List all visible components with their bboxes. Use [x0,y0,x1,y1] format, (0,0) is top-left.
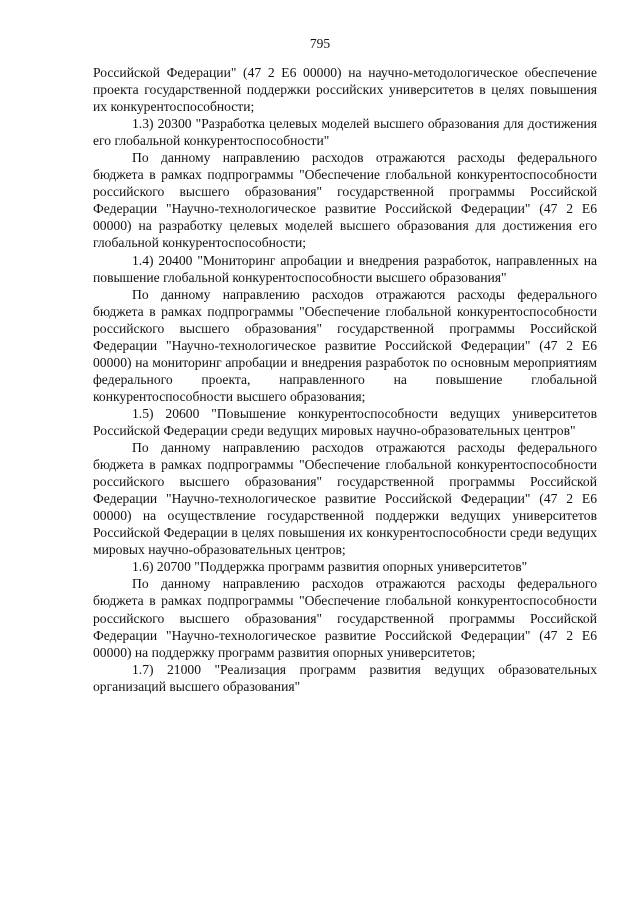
section-heading: 1.5) 20600 "Повышение конкурентоспособности ведущих университетов Российской Федерации среди ведущих мировых научно-образовательных центров" [93,405,597,438]
paragraph: По данному направлению расходов отражаются расходы федерального бюджета в рамках подпрограммы "Обеспечение глобальной конкурентоспособности российского высшего образования" государственной программы Российской Федерации "Научно-технологическое развитие Российской Федерации" (47 2 Е6 00000) на осуществление государственной поддержки ведущих университетов Российской Федерации в целях повышения их конкурентоспособности среди ведущих мировых научно-образовательных центров; [93,440,597,558]
paragraph: По данному направлению расходов отражаются расходы федерального бюджета в рамках подпрограммы "Обеспечение глобальной конкурентоспособности российского высшего образования" государственной программы Российской Федерации "Научно-технологическое развитие Российской Федерации" (47 2 Е6 00000) на поддержку программ развития опорных университетов; [93,576,597,660]
section-heading: 1.3) 20300 "Разработка целевых моделей высшего образования для достижения его глобальной конкурентоспособности" [93,116,597,149]
page-number: 795 [309,36,331,51]
section-heading: 1.7) 21000 "Реализация программ развития ведущих образовательных организаций высшего образования" [93,661,597,694]
section-heading: 1.4) 20400 "Мониторинг апробации и внедрения разработок, направленных на повышение глобальной конкурентоспособности высшего образования" [93,252,597,285]
paragraph: Российской Федерации" (47 2 Е6 00000) на научно-методологическое обеспечение проекта государственной поддержки российских университетов в целях повышения их конкурентоспособности; [93,65,597,115]
document-body [93,64,597,695]
paragraph: По данному направлению расходов отражаются расходы федерального бюджета в рамках подпрограммы "Обеспечение глобальной конкурентоспособности российского высшего образования" государственной программы Российской Федерации "Научно-технологическое развитие Российской Федерации" (47 2 Е6 00000) на разработку целевых моделей высшего образования для достижения его глобальной конкурентоспособности; [93,150,597,251]
paragraph: По данному направлению расходов отражаются расходы федерального бюджета в рамках подпрограммы "Обеспечение глобальной конкурентоспособности российского высшего образования" государственной программы Российской Федерации "Научно-технологическое развитие Российской Федерации" (47 2 Е6 00000) на мониторинг апробации и внедрения разработок по основным мероприятиям федерального проекта, направленного на повышение глобальной конкурентоспособности высшего образования; [93,286,597,404]
section-heading: 1.6) 20700 "Поддержка программ развития опорных университетов" [132,559,528,575]
